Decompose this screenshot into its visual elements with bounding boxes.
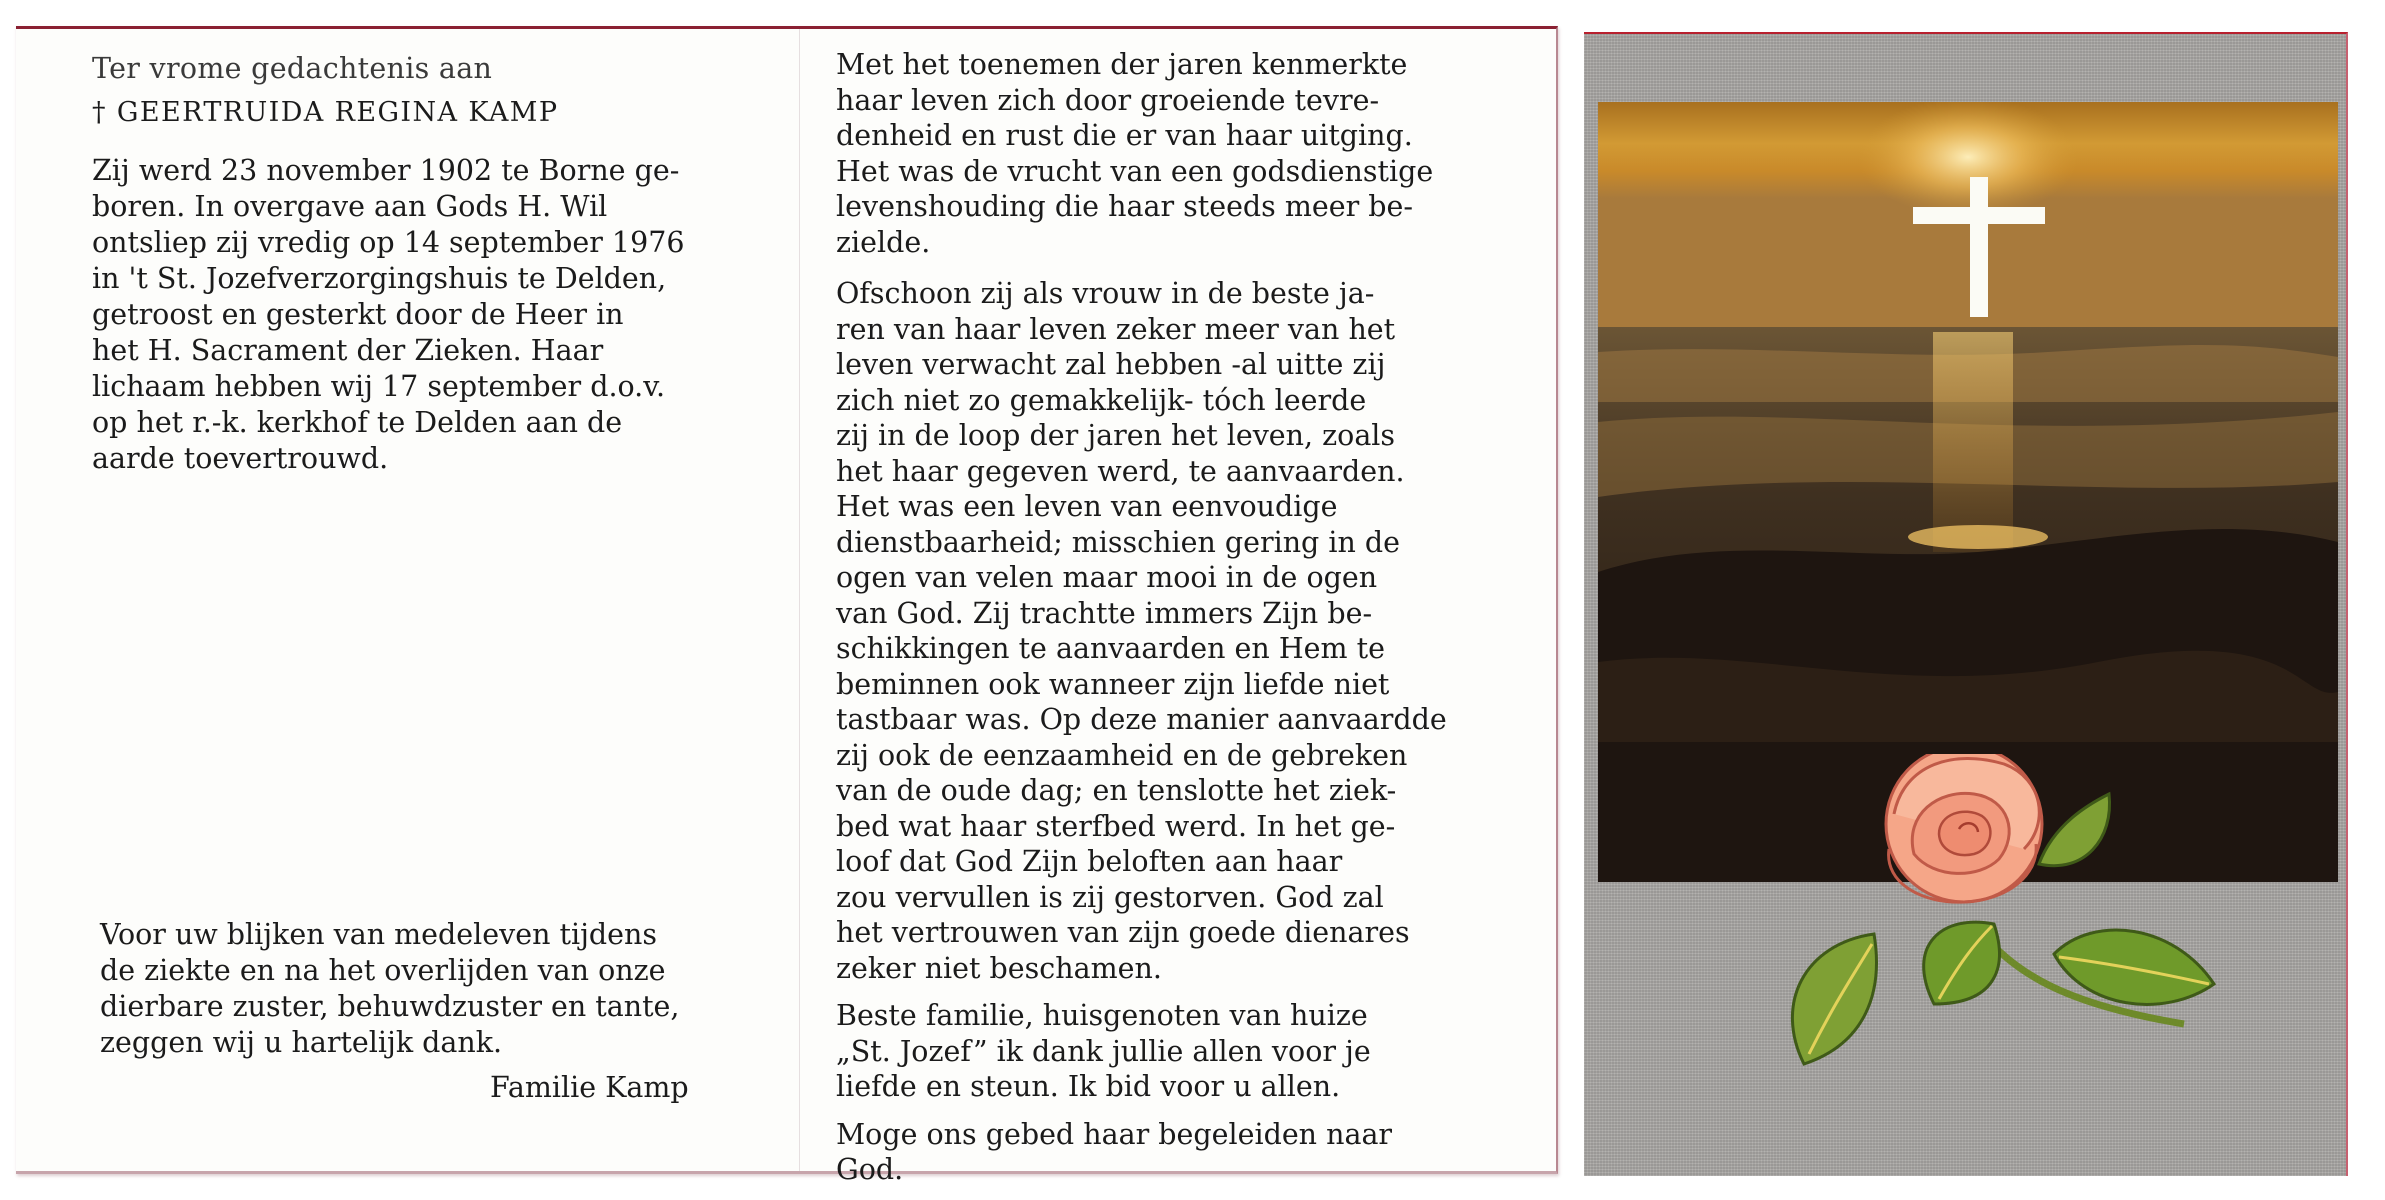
bio-line: in 't St. Jozefverzorgingshuis te Delden, xyxy=(92,262,667,295)
text-line: liefde en steun. Ik bid voor u allen. xyxy=(836,1070,1341,1103)
text-line: levenshouding die haar steeds meer be- xyxy=(836,190,1414,223)
text-line: leven verwacht zal hebben -al uitte zij xyxy=(836,348,1386,381)
thanks-line: zeggen wij u hartelijk dank. xyxy=(100,1026,503,1059)
text-line: Ofschoon zij als vrouw in de beste ja- xyxy=(836,277,1375,310)
bio-line: ontsliep zij vredig op 14 september 1976 xyxy=(92,226,685,259)
text-line: zich niet zo gemakkelijk- tóch leerde xyxy=(836,383,1367,417)
thanks-line: de ziekte en na het overlijden van onze xyxy=(100,954,666,987)
right-column xyxy=(836,47,1452,1188)
leaf-right-icon xyxy=(2054,930,2214,1004)
leaf-middle-icon xyxy=(1924,922,2000,1004)
bio-line: boren. In overgave aan Gods H. Wil xyxy=(92,190,608,223)
text-line: van de oude dag; en tenslotte het ziek- xyxy=(836,774,1397,807)
text-line: zielde. xyxy=(836,225,931,259)
rose-icon xyxy=(1764,754,2234,1134)
thank-you-text xyxy=(100,917,712,1061)
deceased-name xyxy=(92,95,712,131)
left-column xyxy=(92,51,712,477)
text-line: ogen van velen maar mooi in de ogen xyxy=(836,561,1378,594)
text-line: Het was een leven van eenvoudige xyxy=(836,490,1338,523)
thanks-line: Voor uw blijken van medeleven tijdens xyxy=(100,918,658,951)
text-line: Met het toenemen der jaren kenmerkte xyxy=(836,48,1408,81)
text-line: denheid en rust die er van haar uitging. xyxy=(836,119,1413,152)
leaf-left-icon xyxy=(1792,934,1876,1064)
text-line: ren van haar leven zeker meer van het xyxy=(836,312,1396,346)
text-line: dienstbaarheid; misschien gering in de xyxy=(836,525,1401,559)
sun-glint-path xyxy=(1933,332,2013,552)
text-line: het haar gegeven werd, te aanvaarden. xyxy=(836,454,1405,488)
text-line: zij ook de eenzaamheid en de gebreken xyxy=(836,738,1408,772)
text-line: tastbaar was. Op deze manier aanvaardde xyxy=(836,703,1447,736)
text-line: God. xyxy=(836,1153,904,1186)
text-line: haar leven zich door groeiende tevre- xyxy=(836,83,1380,117)
text-line: Moge ons gebed haar begeleiden naar xyxy=(836,1117,1393,1151)
leaf-top-icon xyxy=(2039,794,2110,866)
text-line: loof dat God Zijn beloften aan haar xyxy=(836,845,1343,878)
text-line: het vertrouwen van zijn goede dienares xyxy=(836,916,1410,949)
paragraph-life xyxy=(836,276,1452,986)
text-line: bed wat haar sterfbed werd. In het ge- xyxy=(836,809,1396,843)
cross-icon: † xyxy=(92,97,107,128)
intro-line: Ter vrome gedachtenis aan xyxy=(92,52,493,85)
text-line: „St. Jozef” ik dank jullie allen voor je xyxy=(836,1034,1371,1068)
bio-line: op het r.-k. kerkhof te Delden aan de xyxy=(92,406,623,439)
text-line: Beste familie, huisgenoten van huize xyxy=(836,999,1368,1032)
card-fold-line xyxy=(799,29,800,1171)
biography-text xyxy=(92,153,712,477)
paragraph-family xyxy=(836,998,1452,1105)
paragraph-prayer xyxy=(836,1117,1452,1188)
text-line: beminnen ook wanneer zijn liefde niet xyxy=(836,667,1390,701)
memorial-card-text-leaf xyxy=(16,26,1558,1186)
bio-line: Zij werd 23 november 1902 te Borne ge- xyxy=(92,154,680,187)
text-line: van God. Zij trachtte immers Zijn be- xyxy=(836,596,1373,630)
bio-line: aarde toevertrouwd. xyxy=(92,442,389,475)
deceased-name-text: GEERTRUIDA REGINA KAMP xyxy=(116,97,559,128)
text-line: schikkingen te aanvaarden en Hem te xyxy=(836,632,1385,665)
rose-bloom-icon xyxy=(1886,754,2042,902)
text-line: zou vervullen is zij gestorven. God zal xyxy=(836,880,1384,914)
text-line: Het was de vrucht van een godsdienstige xyxy=(836,154,1434,188)
family-signature: Familie Kamp xyxy=(490,1071,689,1104)
memorial-card-picture-leaf xyxy=(1584,32,2348,1176)
bio-line: getroost en gesterkt door de Heer in xyxy=(92,298,624,331)
bio-line: het H. Sacrament der Zieken. Haar xyxy=(92,334,604,367)
sun-glow xyxy=(1858,102,2078,217)
sun-glint-spot xyxy=(1908,525,2048,549)
thanks-line: dierbare zuster, behuwdzuster en tante, xyxy=(100,990,680,1023)
text-line: zeker niet beschamen. xyxy=(836,951,1162,985)
text-line: zij in de loop der jaren het leven, zoals xyxy=(836,419,1396,452)
bio-line: lichaam hebben wij 17 september d.o.v. xyxy=(92,370,666,403)
paragraph-contentment xyxy=(836,47,1452,260)
